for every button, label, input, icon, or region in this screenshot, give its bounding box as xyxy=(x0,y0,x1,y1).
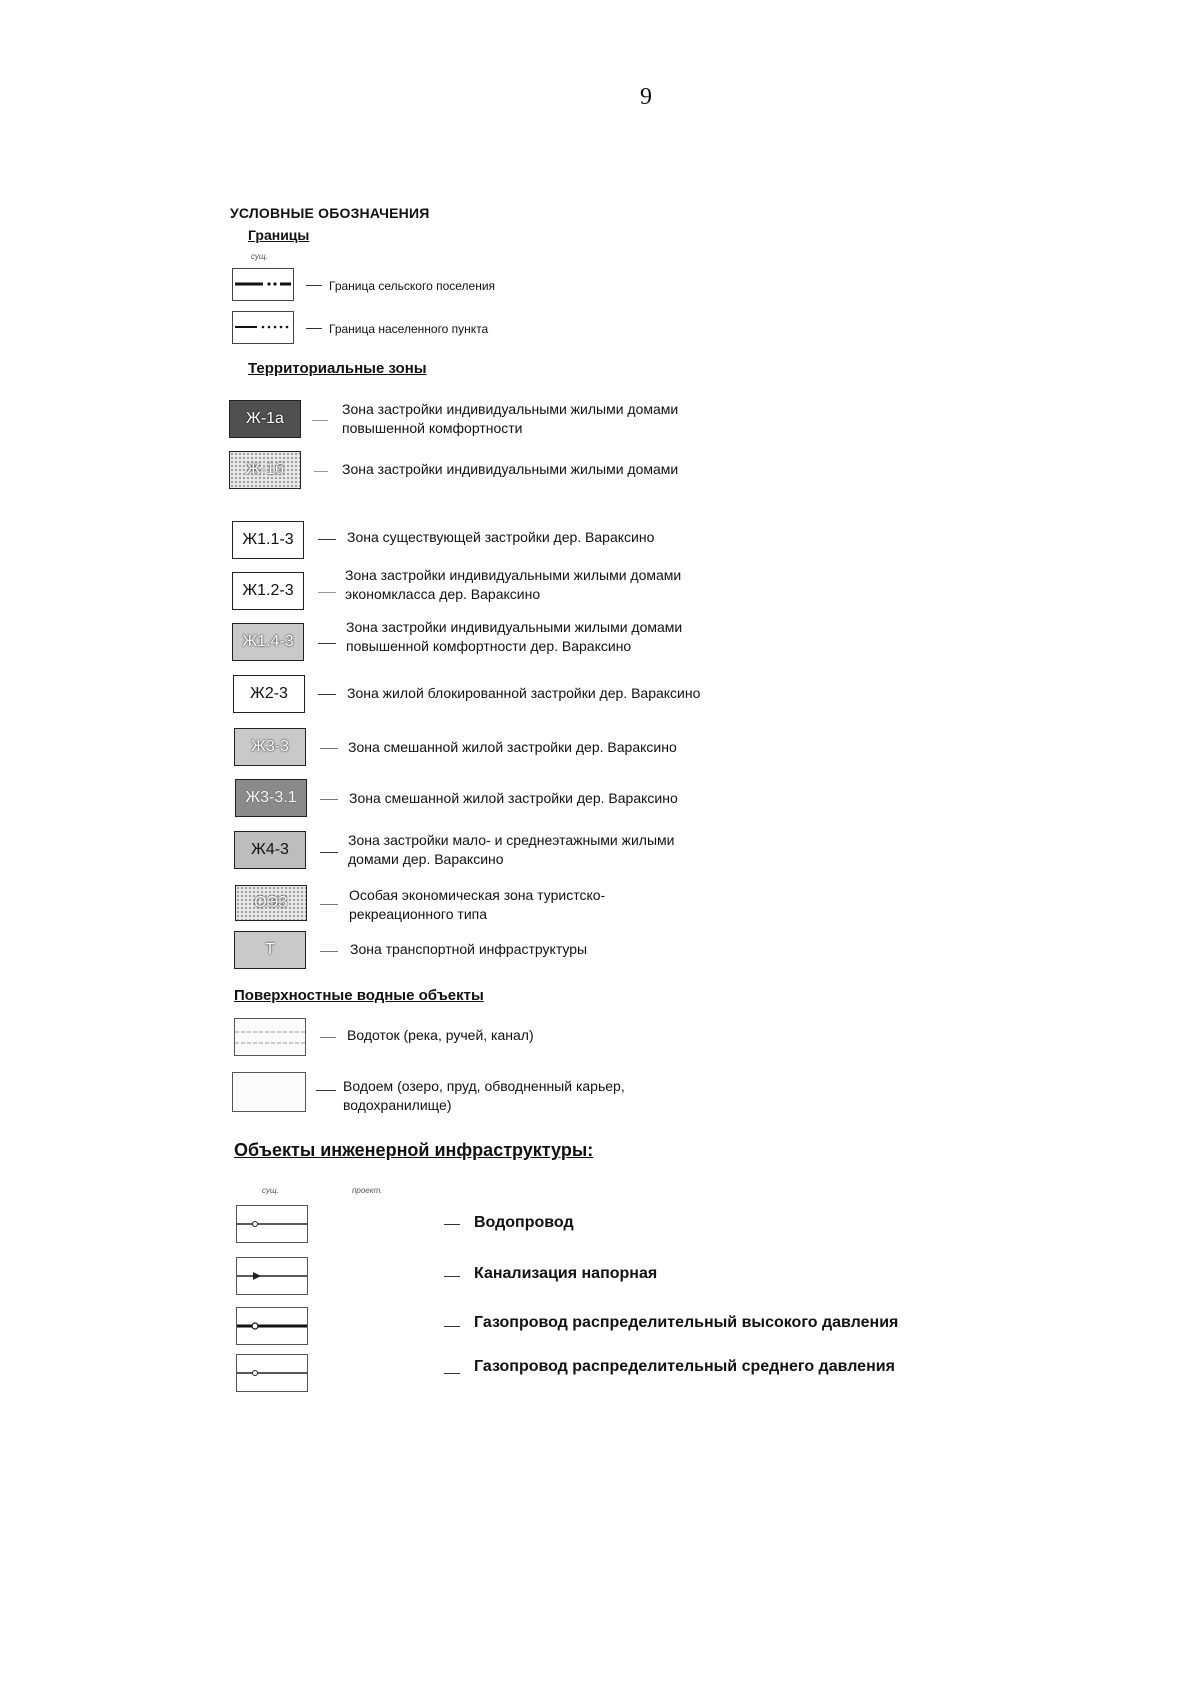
zone-label-zh1-1-3: Зона существующей застройки дер. Вараксино xyxy=(347,529,655,545)
zone-label-zh1-4-3: Зона застройки индивидуальными жилыми домами повышенной комфортности дер. Вараксино xyxy=(346,619,683,654)
leader-dash xyxy=(444,1276,460,1277)
settlement-boundary-symbol xyxy=(232,268,294,301)
infra-label-gas-medium: Газопровод распределительный среднего давления xyxy=(474,1358,895,1375)
leader-dash xyxy=(444,1373,460,1374)
settlement-boundary-line xyxy=(233,269,293,300)
leader-dash xyxy=(306,328,322,329)
legend-title: УСЛОВНЫЕ ОБОЗНАЧЕНИЯ xyxy=(230,205,430,221)
leader-dash xyxy=(320,748,338,749)
zone-label-zh1-2-3: Зона застройки индивидуальными жилыми домами экономкласса дер. Вараксино xyxy=(345,567,682,602)
page-number: 9 xyxy=(640,84,652,110)
zone-swatch-t: Т xyxy=(234,931,306,969)
section-heading-boundaries: Границы xyxy=(248,227,310,243)
zone-swatch-zh4-3: Ж4-3 xyxy=(234,831,306,869)
zone-swatch-zh1a: Ж-1а xyxy=(229,400,301,438)
leader-dash xyxy=(320,799,338,800)
leader-dash xyxy=(320,1037,336,1038)
column-label-existing: сущ. xyxy=(251,252,268,261)
water-pipe-symbol xyxy=(236,1205,308,1243)
zone-label-zh4-3: Зона застройки мало- и среднеэтажными жилыми домами дер. Вараксино xyxy=(348,832,675,867)
leader-dash xyxy=(320,904,338,905)
leader-dash xyxy=(318,643,336,644)
zone-label-zh3-3: Зона смешанной жилой застройки дер. Вараксино xyxy=(348,739,677,755)
gas-medium-pressure-line xyxy=(237,1355,307,1391)
zone-label-zh1b: Зона застройки индивидуальными жилыми домами xyxy=(342,461,679,477)
leader-dash xyxy=(320,852,338,853)
section-heading-infrastructure: Объекты инженерной инфраструктуры: xyxy=(234,1140,594,1160)
water-stream-symbol xyxy=(234,1018,306,1056)
water-label-stream: Водоток (река, ручей, канал) xyxy=(347,1027,534,1043)
infra-label-pressure-sewer: Канализация напорная xyxy=(474,1265,658,1282)
zone-label-oez: Особая экономическая зона туристско-рекреационного типа xyxy=(349,887,606,922)
section-heading-water: Поверхностные водные объекты xyxy=(234,987,484,1004)
pressure-sewer-symbol xyxy=(236,1257,308,1295)
zone-label-zh3-3-1: Зона смешанной жилой застройки дер. Вараксино xyxy=(349,790,678,806)
section-heading-zones: Территориальные зоны xyxy=(248,360,427,377)
gas-high-pressure-line xyxy=(237,1308,307,1344)
gas-medium-pressure-symbol xyxy=(236,1354,308,1392)
zone-label-zh2-3: Зона жилой блокированной застройки дер. Вараксино xyxy=(347,685,701,701)
leader-dash xyxy=(444,1224,460,1225)
zone-swatch-zh3-3-1: Ж3-3.1 xyxy=(235,779,307,817)
zone-swatch-oez: ОЭЗ xyxy=(235,885,307,921)
zone-swatch-zh1b: Ж-1б xyxy=(229,451,301,489)
leader-dash xyxy=(306,285,322,286)
leader-dash xyxy=(444,1326,460,1327)
water-reservoir-symbol xyxy=(232,1072,306,1112)
zone-swatch-zh2-3: Ж2-3 xyxy=(233,675,305,713)
zone-swatch-zh3-3: Ж3-3 xyxy=(234,728,306,766)
leader-dash xyxy=(318,694,336,695)
leader-dash xyxy=(314,471,328,472)
leader-dash xyxy=(318,539,336,540)
water-pipe-line xyxy=(237,1206,307,1242)
leader-dash xyxy=(318,592,336,593)
zone-swatch-zh1-4-3: Ж1.4-3 xyxy=(232,623,304,661)
column-label-existing: сущ. xyxy=(262,1186,279,1195)
zone-swatch-zh1-1-3: Ж1.1-3 xyxy=(232,521,304,559)
locality-boundary-line xyxy=(233,312,293,343)
zone-label-zh1a: Зона застройки индивидуальными жилыми домами повышенной комфортности xyxy=(342,401,679,436)
leader-dash xyxy=(320,951,338,952)
boundary-label-locality: Граница населенного пункта xyxy=(329,322,489,336)
pressure-sewer-line xyxy=(237,1258,307,1294)
leader-dash xyxy=(316,1090,336,1091)
water-label-reservoir: Водоем (озеро, пруд, обводненный карьер, водохранилище) xyxy=(343,1078,625,1113)
boundary-label-settlement: Граница сельского поселения xyxy=(329,279,496,293)
leader-dash xyxy=(312,420,328,421)
locality-boundary-symbol xyxy=(232,311,294,344)
infra-label-gas-high: Газопровод распределительный высокого давления xyxy=(474,1314,899,1331)
infra-label-water-supply: Водопровод xyxy=(474,1214,574,1231)
zone-swatch-zh1-2-3: Ж1.2-3 xyxy=(232,572,304,610)
zone-label-t: Зона транспортной инфраструктуры xyxy=(350,941,588,957)
stream-double-line xyxy=(235,1019,305,1055)
gas-high-pressure-symbol xyxy=(236,1307,308,1345)
column-label-planned: проект. xyxy=(352,1186,383,1195)
